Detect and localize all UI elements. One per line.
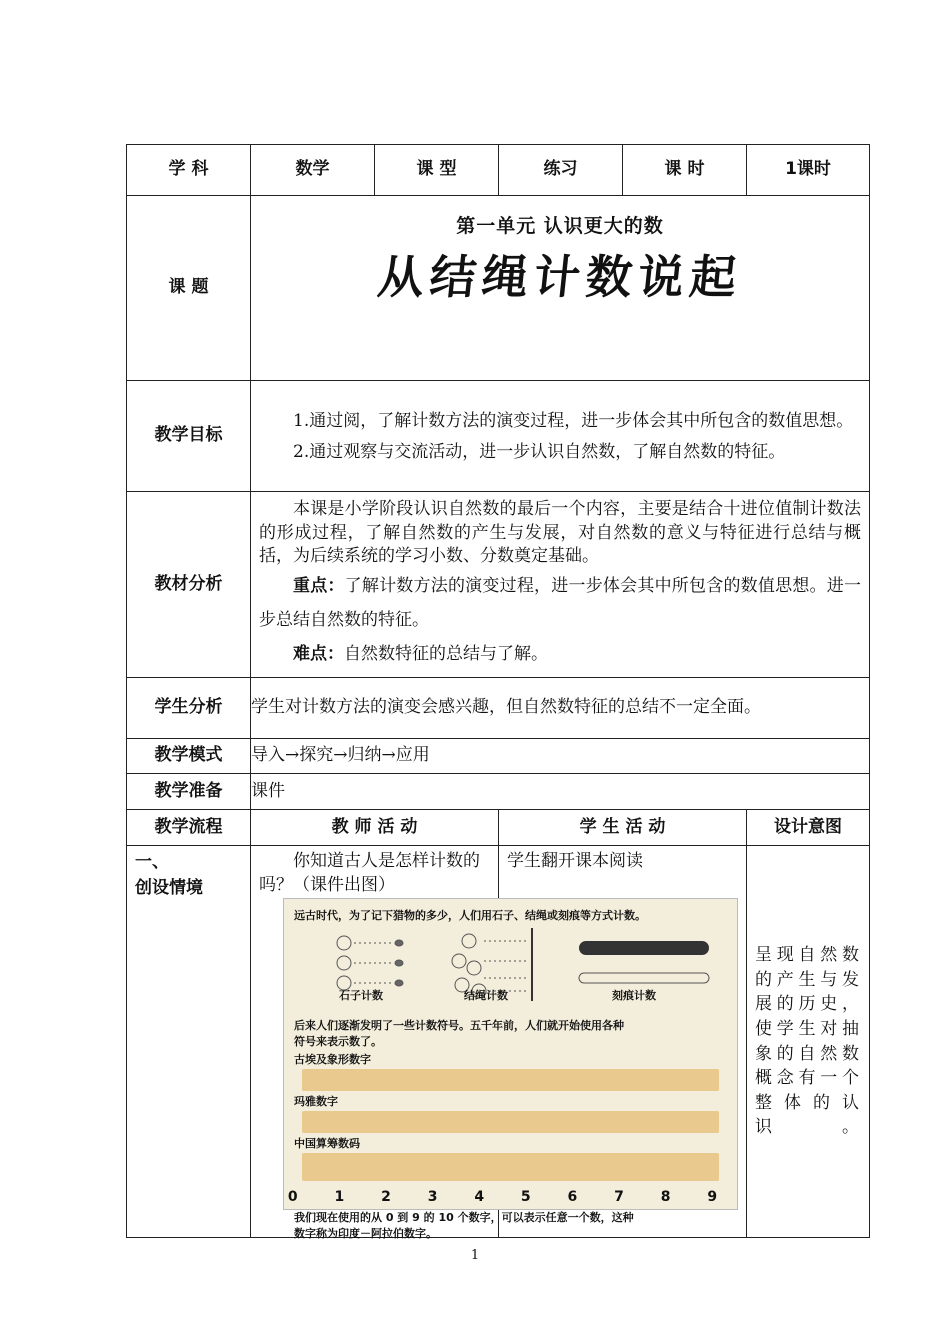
step-name: 创设情境 — [135, 877, 203, 898]
analysis-key — [251, 569, 869, 637]
objectives-cell — [251, 381, 870, 492]
flow-header-row — [127, 810, 870, 846]
header-row — [127, 145, 870, 196]
topic-row — [127, 196, 870, 381]
textbook-illustration — [283, 898, 738, 1240]
intent-text: 呈现自然数的产生与发展的历史，使学生对抽象的自然数概念有一个整体的认识。 — [755, 944, 861, 1138]
carving-counting-picture — [579, 941, 709, 983]
flow-label: 教学流程 — [127, 810, 251, 846]
mode-text: 导入→探究→归纳→应用 — [251, 739, 870, 774]
step-number: 一、 — [135, 852, 169, 872]
key-text: 了解计数方法的演变过程，进一步体会其中所包含的数值思想。进一步总结自然数的特征。 — [259, 576, 861, 631]
unit-title: 第一单元 认识更大的数 — [456, 215, 664, 237]
prep-row — [127, 774, 870, 810]
tb-line-4: 我们现在使用的从 0 到 9 的 10 个数字，可以表示任意一个数，这种 — [294, 1211, 634, 1224]
subject-value: 数学 — [251, 145, 375, 196]
stone-counting-picture — [337, 936, 403, 990]
tb-line-1: 远古时代，为了记下猎物的多少，人们用石子、结绳或刻痕等方式计数。 — [294, 909, 646, 922]
knot-label: 结绳计数 — [464, 989, 508, 1002]
china-label: 中国算筹数码 — [294, 1137, 360, 1150]
intent-header: 设计意图 — [747, 810, 870, 846]
teacher-header: 教 师 活 动 — [251, 810, 499, 846]
page-number: 1 — [470, 1248, 480, 1263]
students-text: 学生对计数方法的演变会感兴趣，但自然数特征的总结不一定全面。 — [251, 678, 870, 739]
difficult-label: 难点： — [293, 644, 344, 665]
prep-text: 课件 — [251, 774, 870, 810]
objectives-label: 教学目标 — [127, 381, 251, 492]
subject-label: 学 科 — [127, 145, 251, 196]
mode-label: 教学模式 — [127, 739, 251, 774]
topic-label: 课 题 — [127, 196, 251, 381]
maya-label: 玛雅数字 — [294, 1095, 338, 1108]
analysis-row — [127, 492, 870, 678]
teacher-activity-text: 你知道古人是怎样计数的吗？（课件出图） — [259, 851, 480, 895]
difficult-text: 自然数特征的总结与了解。 — [344, 644, 548, 665]
prep-label: 教学准备 — [127, 774, 251, 810]
analysis-intro: 本课是小学阶段认识自然数的最后一个内容，主要是结合十进位值制计数法的形成过程，了解自然数的产生与发展，对自然数的意义与特征进行总结与概括，为后续系统的学习小数、分数奠定基础。 — [259, 498, 861, 567]
step-cell — [127, 846, 251, 1238]
student-header: 学 生 活 动 — [499, 810, 747, 846]
student-activity-text: 学生翻开课本阅读 — [507, 851, 643, 871]
objective-1: 1.通过阅，了解计数方法的演变过程，进一步体会其中所包含的数值思想。 — [293, 410, 854, 431]
hours-label: 课 时 — [623, 145, 747, 196]
china-numerals-strip — [302, 1153, 719, 1181]
objective-2: 2.通过观察与交流活动，进一步认识自然数，了解自然数的特征。 — [293, 442, 786, 463]
analysis-difficult — [251, 637, 869, 671]
type-label: 课 型 — [375, 145, 499, 196]
analysis-label: 教材分析 — [127, 492, 251, 678]
egypt-numerals-strip — [302, 1069, 719, 1091]
intent-cell — [747, 846, 870, 1238]
tb-line-2: 后来人们逐渐发明了一些计数符号。五千年前，人们就开始使用各种 — [294, 1019, 624, 1032]
tb-line-5: 数字称为印度－阿拉伯数字。 — [294, 1227, 437, 1240]
arabic-digits: 0 1 2 3 4 5 6 7 8 9 — [287, 1189, 734, 1205]
type-value: 练习 — [499, 145, 623, 196]
key-label: 重点： — [293, 576, 345, 597]
students-label: 学生分析 — [127, 678, 251, 739]
maya-numerals-strip — [302, 1111, 719, 1133]
carve-label: 刻痕计数 — [612, 989, 656, 1002]
students-row — [127, 678, 870, 739]
mode-row — [127, 739, 870, 774]
objectives-row — [127, 381, 870, 492]
topic-cell — [251, 196, 870, 381]
stone-label: 石子计数 — [339, 989, 383, 1002]
egypt-label: 古埃及象形数字 — [294, 1053, 371, 1066]
lesson-title: 从结绳计数说起 — [375, 249, 745, 304]
analysis-cell — [251, 492, 870, 678]
hours-value: 1课时 — [747, 145, 870, 196]
tb-line-3: 符号来表示数了。 — [294, 1035, 382, 1048]
